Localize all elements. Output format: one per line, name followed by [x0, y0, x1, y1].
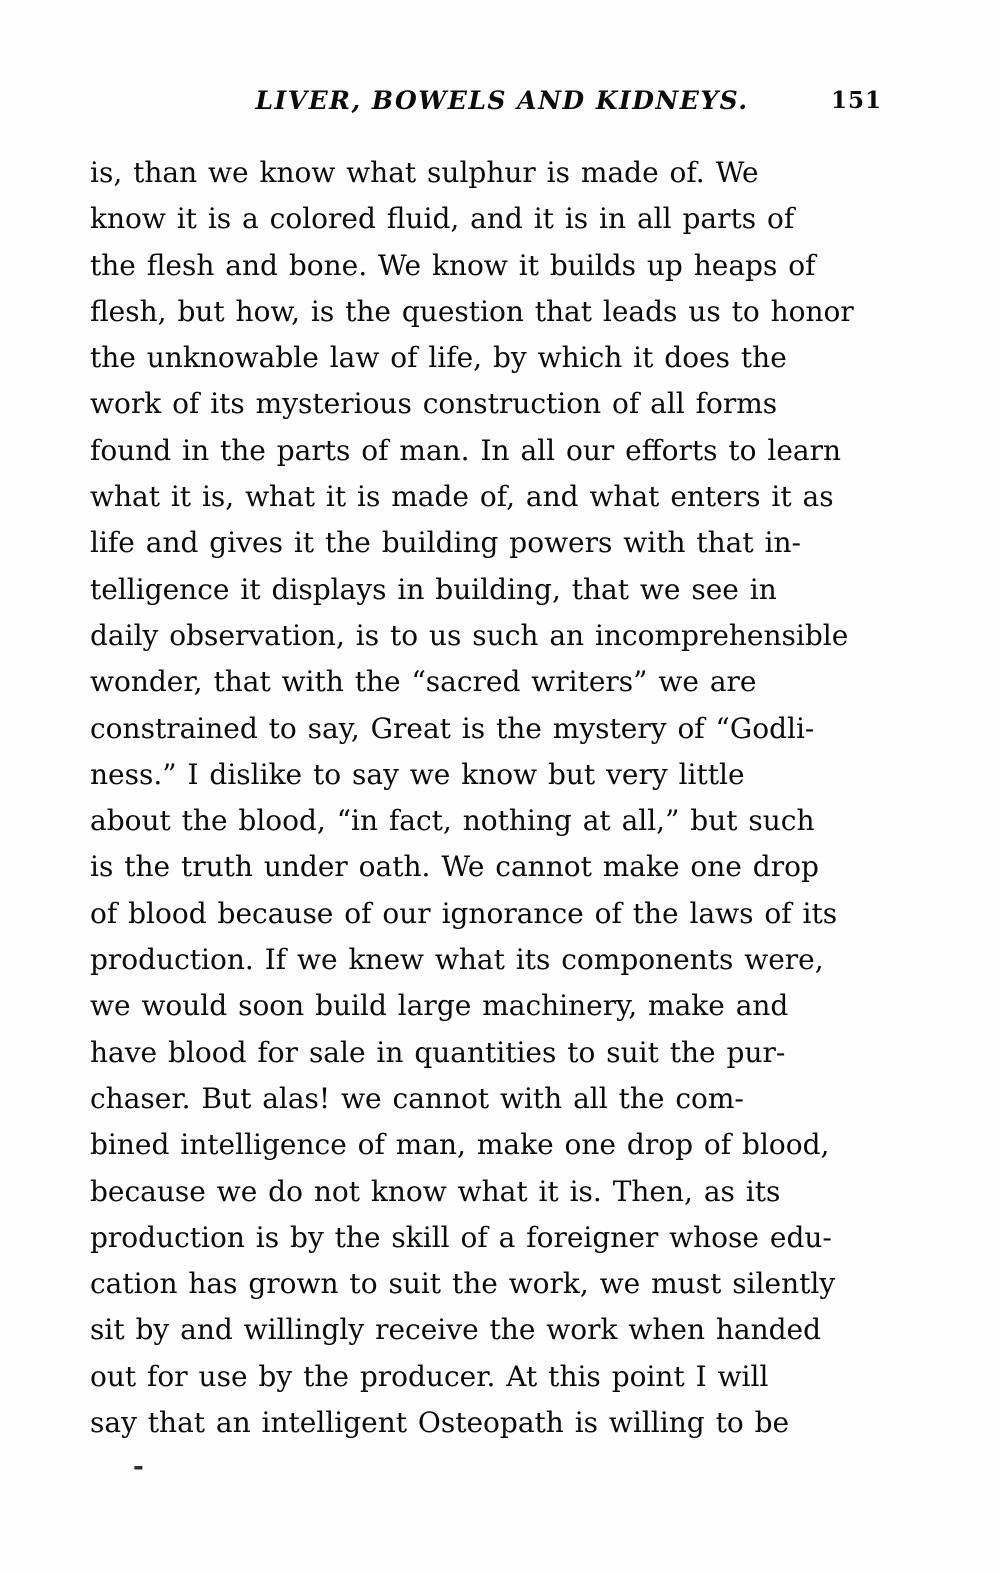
text-line: the unknowable law of life, by which it does the [90, 341, 787, 375]
text-line: say that an intelligent Osteopath is willing to be [90, 1406, 790, 1440]
text-line: bined intelligence of man, make one drop of blood, [90, 1128, 830, 1162]
text-line: telligence it displays in building, that we see in [90, 572, 777, 606]
scan-artifact-dash: - [133, 1452, 144, 1482]
text-line: found in the parts of man. In all our efforts to learn [90, 433, 842, 467]
text-line: constrained to say, Great is the mystery of “Godli- [90, 711, 815, 745]
text-line: cation has grown to suit the work, we must silently [90, 1267, 836, 1301]
text-line: life and gives it the building powers with that in- [90, 526, 801, 560]
text-line: work of its mysterious construction of all forms [90, 387, 778, 421]
page-number: 151 [830, 87, 882, 114]
text-line: flesh, but how, is the question that leads us to honor [90, 294, 854, 328]
text-line: out for use by the producer. At this point I will [90, 1359, 769, 1393]
text-line: know it is a colored fluid, and it is in all parts of [90, 202, 795, 236]
running-title: LIVER, BOWELS AND KIDNEYS. [255, 86, 749, 115]
text-line: chaser. But alas! we cannot with all the com- [90, 1081, 744, 1115]
text-line: daily observation, is to us such an incomprehensible [90, 618, 849, 652]
text-line: wonder, that with the “sacred writers” we are [90, 665, 757, 699]
text-line: of blood because of our ignorance of the laws of its [90, 896, 838, 930]
text-line: production. If we knew what its components were, [90, 943, 824, 977]
text-line: is the truth under oath. We cannot make one drop [90, 850, 819, 884]
text-line: about the blood, “in fact, nothing at all,” but such [90, 804, 815, 838]
text-line: is, than we know what sulphur is made of. We [90, 156, 759, 189]
page-text [90, 150, 912, 1446]
text-line: the flesh and bone. We know it builds up heaps of [90, 248, 816, 282]
text-line: ness.” I dislike to say we know but very little [90, 757, 745, 791]
text-line: production is by the skill of a foreigner whose edu- [90, 1220, 832, 1254]
text-line: sit by and willingly receive the work when handed [90, 1313, 822, 1347]
text-line: because we do not know what it is. Then, as its [90, 1174, 781, 1208]
text-line: what it is, what it is made of, and what enters it as [90, 480, 834, 514]
text-line: we would soon build large machinery, make and [90, 989, 789, 1023]
text-line: have blood for sale in quantities to suit the pur- [90, 1035, 786, 1069]
page-header [92, 86, 912, 120]
